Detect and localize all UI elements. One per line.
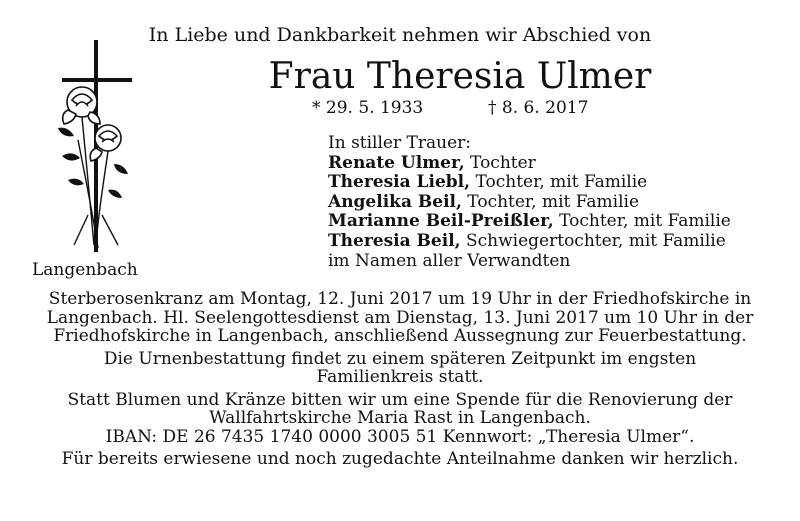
- intro-line: In Liebe und Dankbarkeit nehmen wir Abschied von: [148, 24, 652, 46]
- mourner-relation: Tochter: [464, 152, 536, 173]
- mourner-entry: [328, 154, 731, 174]
- iban-line: IBAN: DE 26 7435 1740 0000 3005 51 Kennwort: „Theresia Ulmer“.: [105, 426, 695, 447]
- mourner-name: Angelika Beil,: [328, 191, 462, 212]
- place-label: Langenbach: [32, 260, 138, 280]
- mourner-relation: Tochter, mit Familie: [461, 191, 640, 212]
- death-date: † 8. 6. 2017: [488, 98, 589, 118]
- mourner-relation: Tochter, mit Familie: [553, 211, 731, 232]
- mourner-name: Renate Ulmer,: [328, 152, 465, 173]
- mourner-entry: [328, 173, 731, 193]
- mourner-relation: Schwiegertochter, mit Familie: [460, 230, 726, 251]
- birth-date: * 29. 5. 1933: [312, 98, 424, 118]
- text-line: Die Urnenbestattung findet zu einem späteren Zeitpunkt im engsten: [103, 348, 697, 369]
- mourner-entry: [328, 193, 731, 213]
- mourner-entry: [328, 232, 731, 252]
- mourners-closing: im Namen aller Verwandten: [328, 250, 571, 271]
- mourner-name: Theresia Beil,: [328, 230, 461, 251]
- urn-paragraph: [28, 350, 772, 387]
- text-line: Für bereits erwiesene und noch zugedachte Anteilnahme danken wir herzlich.: [61, 449, 739, 469]
- text-line: Familienkreis statt.: [316, 367, 484, 387]
- text-line: Sterberosenkranz am Montag, 12. Juni 2017 um 19 Uhr in der Friedhofskirche in: [48, 289, 752, 309]
- donation-paragraph: [28, 391, 772, 447]
- service-paragraph: [28, 290, 772, 346]
- mourners-heading: In stiller Trauer:: [328, 133, 471, 153]
- text-line: Wallfahrtskirche Maria Rast in Langenbach.: [209, 408, 591, 428]
- cross-with-roses-icon: [38, 40, 148, 268]
- mourner-name: Theresia Liebl,: [328, 172, 471, 193]
- text-line: Langenbach. Hl. Seelengottesdienst am Dienstag, 13. Juni 2017 um 10 Uhr in der: [46, 307, 754, 328]
- mourner-entry: [328, 212, 731, 232]
- mourner-relation: Tochter, mit Familie: [470, 172, 648, 193]
- text-line: Friedhofskirche in Langenbach, anschließend Aussegnung zur Feuerbestattung.: [53, 326, 747, 346]
- mourner-name: Marianne Beil-Preißler,: [328, 211, 554, 232]
- mourners-list: [328, 134, 731, 271]
- thanks-paragraph: [28, 450, 772, 469]
- text-line: Statt Blumen und Kränze bitten wir um eine Spende für die Renovierung der: [67, 389, 733, 410]
- deceased-name: Frau Theresia Ulmer: [268, 56, 652, 97]
- service-details: [28, 290, 772, 469]
